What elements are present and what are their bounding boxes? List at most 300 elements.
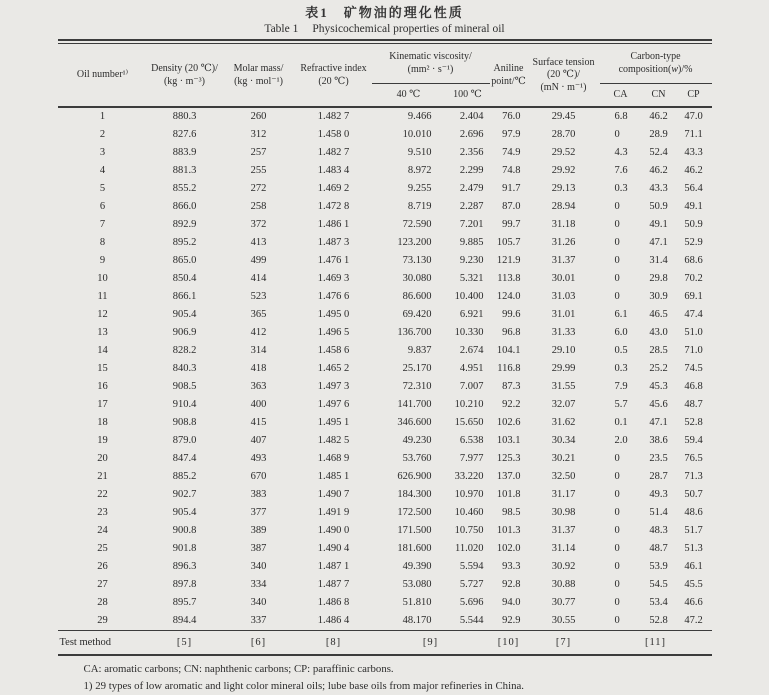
cell-refractive-index: 1.490 7	[317, 489, 350, 500]
cell-surface-tension: 31.37	[551, 525, 576, 536]
cell-aniline-point: 97.9	[502, 129, 521, 140]
cell-viscosity-100: 5.594	[459, 561, 484, 572]
table-row	[58, 288, 712, 306]
cell-viscosity-40: 49.230	[402, 435, 432, 446]
cell-cn: 48.7	[649, 543, 668, 554]
cell-density: 892.9	[172, 219, 197, 230]
cell-molar-mass: 372	[250, 219, 267, 230]
cell-oil-number: 18	[97, 417, 108, 428]
cell-surface-tension: 29.99	[551, 363, 576, 374]
cell-molar-mass: 389	[250, 525, 267, 536]
cell-viscosity-100: 2.674	[459, 345, 484, 356]
cell-surface-tension: 31.37	[551, 255, 576, 266]
cell-refractive-index: 1.495 1	[317, 417, 350, 428]
cell-cn: 48.3	[649, 525, 668, 536]
cell-cn: 54.5	[649, 579, 668, 590]
cell-density: 896.3	[172, 561, 197, 572]
cell-viscosity-40: 171.500	[397, 525, 432, 536]
cell-viscosity-40: 346.600	[397, 417, 432, 428]
cell-refractive-index: 1.469 3	[317, 273, 350, 284]
cell-oil-number: 15	[97, 363, 108, 374]
test-method-label: Test method	[58, 631, 148, 656]
cell-refractive-index: 1.458 6	[317, 345, 350, 356]
cell-molar-mass: 418	[250, 363, 267, 374]
cell-viscosity-40: 30.080	[402, 273, 432, 284]
table-row	[58, 324, 712, 342]
cell-viscosity-100: 2.299	[459, 165, 484, 176]
cell-density: 847.4	[172, 453, 197, 464]
cell-density: 883.9	[172, 147, 197, 158]
cell-molar-mass: 363	[250, 381, 267, 392]
cell-cn: 29.8	[649, 273, 668, 284]
cell-cn: 43.0	[649, 327, 668, 338]
table-number-label: Table 1	[264, 23, 299, 35]
cell-viscosity-40: 626.900	[397, 471, 432, 482]
cell-oil-number: 6	[99, 201, 106, 212]
cell-cp: 47.2	[684, 615, 703, 626]
cell-oil-number: 5	[99, 183, 106, 194]
cell-refractive-index: 1.472 8	[317, 201, 350, 212]
cell-cp: 71.0	[684, 345, 703, 356]
cell-molar-mass: 337	[250, 615, 267, 626]
table-row	[58, 414, 712, 432]
cell-oil-number: 24	[97, 525, 108, 536]
column-group-carbon-type-composition: Carbon-type composition(w)/%	[600, 45, 712, 83]
cell-ca: 0	[614, 237, 620, 248]
cell-cn: 52.8	[649, 615, 668, 626]
cell-molar-mass: 377	[250, 507, 267, 518]
cell-refractive-index: 1.483 4	[317, 165, 350, 176]
column-header-aniline-point: Aniline point/℃	[490, 45, 528, 107]
cell-surface-tension: 31.62	[551, 417, 576, 428]
cell-aniline-point: 74.8	[502, 165, 521, 176]
cell-ca: 4.3	[614, 147, 628, 158]
test-method-reference: [8]	[296, 631, 372, 656]
cell-aniline-point: 102.0	[496, 543, 521, 554]
cell-ca: 0.1	[614, 417, 628, 428]
table-title-chinese: 表1 矿物油的理化性质	[305, 5, 464, 20]
cell-density: 880.3	[172, 111, 197, 122]
cell-ca: 7.6	[614, 165, 628, 176]
cell-cn: 43.3	[649, 183, 668, 194]
cell-viscosity-40: 136.700	[397, 327, 432, 338]
cell-molar-mass: 400	[250, 399, 267, 410]
cell-surface-tension: 30.55	[551, 615, 576, 626]
cell-refractive-index: 1.476 1	[317, 255, 350, 266]
cell-cn: 52.4	[649, 147, 668, 158]
cell-aniline-point: 101.3	[496, 525, 521, 536]
cell-viscosity-40: 53.080	[402, 579, 432, 590]
cell-density: 865.0	[172, 255, 197, 266]
cell-density: 850.4	[172, 273, 197, 284]
cell-viscosity-100: 7.977	[459, 453, 484, 464]
cell-oil-number: 20	[97, 453, 108, 464]
cell-ca: 6.8	[614, 111, 628, 122]
table-row	[58, 162, 712, 180]
cell-cn: 45.3	[649, 381, 668, 392]
cell-refractive-index: 1.497 6	[317, 399, 350, 410]
table-row	[58, 432, 712, 450]
table-row	[58, 612, 712, 631]
table-row	[58, 234, 712, 252]
cell-ca: 0	[614, 129, 620, 140]
test-method-reference: [10]	[490, 631, 528, 656]
cell-density: 828.2	[172, 345, 197, 356]
cell-surface-tension: 32.07	[551, 399, 576, 410]
cell-aniline-point: 93.3	[502, 561, 521, 572]
table-header	[58, 45, 712, 107]
cell-refractive-index: 1.487 1	[317, 561, 350, 572]
cell-ca: 2.0	[614, 435, 628, 446]
cell-refractive-index: 1.487 3	[317, 237, 350, 248]
cell-cp: 76.5	[684, 453, 703, 464]
cell-density: 906.9	[172, 327, 197, 338]
cell-refractive-index: 1.482 5	[317, 435, 350, 446]
cell-density: 902.7	[172, 489, 197, 500]
cell-refractive-index: 1.490 4	[317, 543, 350, 554]
cell-molar-mass: 412	[250, 327, 267, 338]
cell-oil-number: 27	[97, 579, 108, 590]
cell-cp: 51.0	[684, 327, 703, 338]
cell-viscosity-40: 73.130	[402, 255, 432, 266]
table-row	[58, 504, 712, 522]
cell-ca: 0	[614, 525, 620, 536]
cell-aniline-point: 87.3	[502, 381, 521, 392]
cell-cp: 51.7	[684, 525, 703, 536]
cell-cp: 46.2	[684, 165, 703, 176]
cell-molar-mass: 272	[250, 183, 267, 194]
cell-cn: 47.1	[649, 237, 668, 248]
cell-viscosity-40: 8.972	[407, 165, 432, 176]
cell-aniline-point: 74.9	[502, 147, 521, 158]
cell-oil-number: 8	[99, 237, 106, 248]
cell-molar-mass: 670	[250, 471, 267, 482]
cell-viscosity-100: 10.970	[454, 489, 484, 500]
cell-cn: 25.2	[649, 363, 668, 374]
cell-oil-number: 10	[97, 273, 108, 284]
cell-viscosity-40: 51.810	[402, 597, 432, 608]
cell-oil-number: 22	[97, 489, 108, 500]
cell-cp: 47.0	[684, 111, 703, 122]
cell-aniline-point: 116.8	[497, 363, 521, 374]
table-row	[58, 342, 712, 360]
table-row	[58, 450, 712, 468]
cell-ca: 0	[614, 579, 620, 590]
column-header-refractive-index: Refractive index (20 ℃)	[296, 45, 372, 107]
table-title-english	[0, 22, 769, 37]
cell-surface-tension: 28.70	[551, 129, 576, 140]
cell-ca: 0	[614, 471, 620, 482]
cell-ca: 6.0	[614, 327, 628, 338]
cell-aniline-point: 92.9	[502, 615, 521, 626]
cell-aniline-point: 137.0	[496, 471, 521, 482]
cell-ca: 0.3	[614, 183, 628, 194]
table-row	[58, 144, 712, 162]
cell-refractive-index: 1.465 2	[317, 363, 350, 374]
cell-viscosity-100: 9.230	[459, 255, 484, 266]
cell-oil-number: 9	[99, 255, 106, 266]
cell-viscosity-100: 5.727	[459, 579, 484, 590]
cell-surface-tension: 30.98	[551, 507, 576, 518]
table-row	[58, 540, 712, 558]
cell-ca: 0	[614, 453, 620, 464]
column-header-molar-mass: Molar mass/ (kg · mol⁻¹)	[222, 45, 296, 107]
cell-surface-tension: 29.45	[551, 111, 576, 122]
test-method-reference: [11]	[600, 631, 712, 656]
cell-ca: 0	[614, 291, 620, 302]
cell-refractive-index: 1.469 2	[317, 183, 350, 194]
footnote-1: 1) 29 types of low aromatic and light color mineral oils; lube base oils from major refineries in China.	[83, 680, 524, 692]
cell-surface-tension: 30.21	[551, 453, 576, 464]
cell-cp: 49.1	[684, 201, 703, 212]
cell-aniline-point: 103.1	[496, 435, 521, 446]
cell-aniline-point: 121.9	[496, 255, 521, 266]
cell-molar-mass: 413	[250, 237, 267, 248]
cell-aniline-point: 113.8	[497, 273, 521, 284]
table-row	[58, 522, 712, 540]
cell-ca: 0.3	[614, 363, 628, 374]
cell-surface-tension: 31.03	[551, 291, 576, 302]
cell-cp: 46.6	[684, 597, 703, 608]
cell-density: 885.2	[172, 471, 197, 482]
cell-cp: 45.5	[684, 579, 703, 590]
cell-molar-mass: 340	[250, 597, 267, 608]
cell-surface-tension: 30.01	[551, 273, 576, 284]
cell-surface-tension: 32.50	[551, 471, 576, 482]
cell-surface-tension: 31.18	[551, 219, 576, 230]
cell-aniline-point: 91.7	[502, 183, 521, 194]
cell-refractive-index: 1.491 9	[317, 507, 350, 518]
table-footer	[58, 631, 712, 656]
test-method-reference: [5]	[148, 631, 222, 656]
cell-density: 879.0	[172, 435, 197, 446]
test-method-row	[58, 631, 712, 656]
cell-cp: 52.9	[684, 237, 703, 248]
table-row	[58, 270, 712, 288]
cell-viscosity-40: 86.600	[402, 291, 432, 302]
cell-oil-number: 23	[97, 507, 108, 518]
table-row	[58, 252, 712, 270]
cell-viscosity-100: 6.538	[459, 435, 484, 446]
cell-molar-mass: 414	[250, 273, 267, 284]
cell-oil-number: 11	[97, 291, 108, 302]
cell-cn: 53.9	[649, 561, 668, 572]
cell-viscosity-100: 9.885	[459, 237, 484, 248]
test-method-reference: [6]	[222, 631, 296, 656]
cell-oil-number: 16	[97, 381, 108, 392]
cell-aniline-point: 92.2	[502, 399, 521, 410]
table-body	[58, 107, 712, 631]
cell-cp: 47.4	[684, 309, 703, 320]
cell-cn: 30.9	[649, 291, 668, 302]
test-method-reference: [9]	[372, 631, 490, 656]
table-row	[58, 558, 712, 576]
cell-refractive-index: 1.476 6	[317, 291, 350, 302]
footnotes	[58, 661, 712, 695]
cell-oil-number: 29	[97, 615, 108, 626]
cell-surface-tension: 29.13	[551, 183, 576, 194]
cell-cn: 50.9	[649, 201, 668, 212]
cell-aniline-point: 124.0	[496, 291, 521, 302]
cell-cn: 46.5	[649, 309, 668, 320]
cell-molar-mass: 340	[250, 561, 267, 572]
cell-ca: 6.1	[614, 309, 628, 320]
cell-viscosity-40: 10.010	[402, 129, 432, 140]
cell-viscosity-40: 25.170	[402, 363, 432, 374]
cell-molar-mass: 365	[250, 309, 267, 320]
cell-density: 881.3	[172, 165, 197, 176]
cell-molar-mass: 258	[250, 201, 267, 212]
cell-viscosity-100: 5.321	[459, 273, 484, 284]
cell-ca: 0	[614, 597, 620, 608]
cell-ca: 0	[614, 489, 620, 500]
cell-cp: 46.8	[684, 381, 703, 392]
cell-density: 840.3	[172, 363, 197, 374]
cell-ca: 0	[614, 255, 620, 266]
cell-density: 855.2	[172, 183, 197, 194]
cell-viscosity-100: 11.020	[455, 543, 484, 554]
cell-viscosity-100: 7.007	[459, 381, 484, 392]
cell-viscosity-100: 4.951	[459, 363, 484, 374]
footnote-abbreviations: CA: aromatic carbons; CN: naphthenic carbons; CP: paraffinic carbons.	[83, 663, 394, 675]
table-row	[58, 396, 712, 414]
cell-viscosity-40: 123.200	[397, 237, 432, 248]
cell-viscosity-100: 15.650	[454, 417, 484, 428]
cell-aniline-point: 94.0	[502, 597, 521, 608]
table-row	[58, 360, 712, 378]
cell-ca: 0	[614, 219, 620, 230]
cell-viscosity-100: 2.404	[459, 111, 484, 122]
table-row	[58, 180, 712, 198]
column-header-cn: CN	[642, 83, 676, 107]
cell-molar-mass: 334	[250, 579, 267, 590]
cell-viscosity-40: 53.760	[402, 453, 432, 464]
cell-aniline-point: 76.0	[502, 111, 521, 122]
cell-density: 910.4	[172, 399, 197, 410]
cell-molar-mass: 260	[250, 111, 267, 122]
column-header-viscosity-100c: 100 ℃	[446, 83, 490, 107]
cell-surface-tension: 28.94	[551, 201, 576, 212]
cell-oil-number: 14	[97, 345, 108, 356]
cell-molar-mass: 415	[250, 417, 267, 428]
cell-cn: 45.6	[649, 399, 668, 410]
column-header-cp: CP	[676, 83, 712, 107]
cell-cn: 49.3	[649, 489, 668, 500]
cell-density: 894.4	[172, 615, 197, 626]
cell-viscosity-40: 9.466	[407, 111, 432, 122]
cell-viscosity-40: 9.510	[407, 147, 432, 158]
cell-ca: 0	[614, 273, 620, 284]
cell-molar-mass: 493	[250, 453, 267, 464]
cell-cp: 69.1	[684, 291, 703, 302]
cell-cp: 52.8	[684, 417, 703, 428]
cell-oil-number: 2	[99, 129, 106, 140]
table-row	[58, 468, 712, 486]
cell-molar-mass: 255	[250, 165, 267, 176]
cell-viscosity-100: 5.696	[459, 597, 484, 608]
cell-surface-tension: 29.52	[551, 147, 576, 158]
cell-aniline-point: 96.8	[502, 327, 521, 338]
column-header-surface-tension: Surface tension (20 ℃)/ (mN · m⁻¹)	[528, 45, 600, 107]
cell-surface-tension: 30.92	[551, 561, 576, 572]
cell-viscosity-40: 69.420	[402, 309, 432, 320]
table-row	[58, 306, 712, 324]
cell-surface-tension: 31.55	[551, 381, 576, 392]
cell-density: 866.0	[172, 201, 197, 212]
cell-viscosity-100: 33.220	[454, 471, 484, 482]
cell-molar-mass: 314	[250, 345, 267, 356]
cell-ca: 0.5	[614, 345, 628, 356]
cell-surface-tension: 29.92	[551, 165, 576, 176]
cell-refractive-index: 1.486 8	[317, 597, 350, 608]
cell-refractive-index: 1.458 0	[317, 129, 350, 140]
column-header-ca: CA	[600, 83, 642, 107]
cell-aniline-point: 92.8	[502, 579, 521, 590]
cell-oil-number: 12	[97, 309, 108, 320]
cell-density: 866.1	[172, 291, 197, 302]
cell-aniline-point: 98.5	[502, 507, 521, 518]
cell-oil-number: 19	[97, 435, 108, 446]
cell-oil-number: 17	[97, 399, 108, 410]
cell-aniline-point: 104.1	[496, 345, 521, 356]
cell-viscosity-40: 48.170	[402, 615, 432, 626]
cell-cn: 28.5	[649, 345, 668, 356]
cell-refractive-index: 1.468 9	[317, 453, 350, 464]
cell-cp: 51.3	[684, 543, 703, 554]
cell-cn: 28.7	[649, 471, 668, 482]
cell-molar-mass: 523	[250, 291, 267, 302]
cell-viscosity-40: 49.390	[402, 561, 432, 572]
cell-refractive-index: 1.485 1	[317, 471, 350, 482]
table-top-rule	[58, 39, 712, 44]
cell-oil-number: 4	[99, 165, 106, 176]
cell-refractive-index: 1.496 5	[317, 327, 350, 338]
cell-cn: 47.1	[649, 417, 668, 428]
cell-oil-number: 1	[99, 111, 106, 122]
cell-density: 905.4	[172, 507, 197, 518]
cell-cn: 46.2	[649, 165, 668, 176]
cell-viscosity-100: 2.696	[459, 129, 484, 140]
cell-aniline-point: 102.6	[496, 417, 521, 428]
cell-viscosity-100: 2.356	[459, 147, 484, 158]
cell-density: 897.8	[172, 579, 197, 590]
cell-viscosity-100: 2.287	[459, 201, 484, 212]
cell-molar-mass: 257	[250, 147, 267, 158]
cell-surface-tension: 31.01	[551, 309, 576, 320]
cell-surface-tension: 30.77	[551, 597, 576, 608]
cell-viscosity-100: 6.921	[459, 309, 484, 320]
cell-refractive-index: 1.486 4	[317, 615, 350, 626]
cell-cn: 38.6	[649, 435, 668, 446]
cell-refractive-index: 1.486 1	[317, 219, 350, 230]
cell-cp: 68.6	[684, 255, 703, 266]
cell-surface-tension: 29.10	[551, 345, 576, 356]
cell-surface-tension: 31.17	[551, 489, 576, 500]
cell-surface-tension: 31.14	[551, 543, 576, 554]
cell-density: 900.8	[172, 525, 197, 536]
cell-refractive-index: 1.497 3	[317, 381, 350, 392]
cell-surface-tension: 31.26	[551, 237, 576, 248]
test-method-reference: [7]	[528, 631, 600, 656]
cell-cn: 28.9	[649, 129, 668, 140]
cell-oil-number: 25	[97, 543, 108, 554]
cell-cp: 74.5	[684, 363, 703, 374]
cell-molar-mass: 499	[250, 255, 267, 266]
cell-density: 908.8	[172, 417, 197, 428]
cell-cp: 48.7	[684, 399, 703, 410]
cell-oil-number: 21	[97, 471, 108, 482]
cell-aniline-point: 99.6	[502, 309, 521, 320]
